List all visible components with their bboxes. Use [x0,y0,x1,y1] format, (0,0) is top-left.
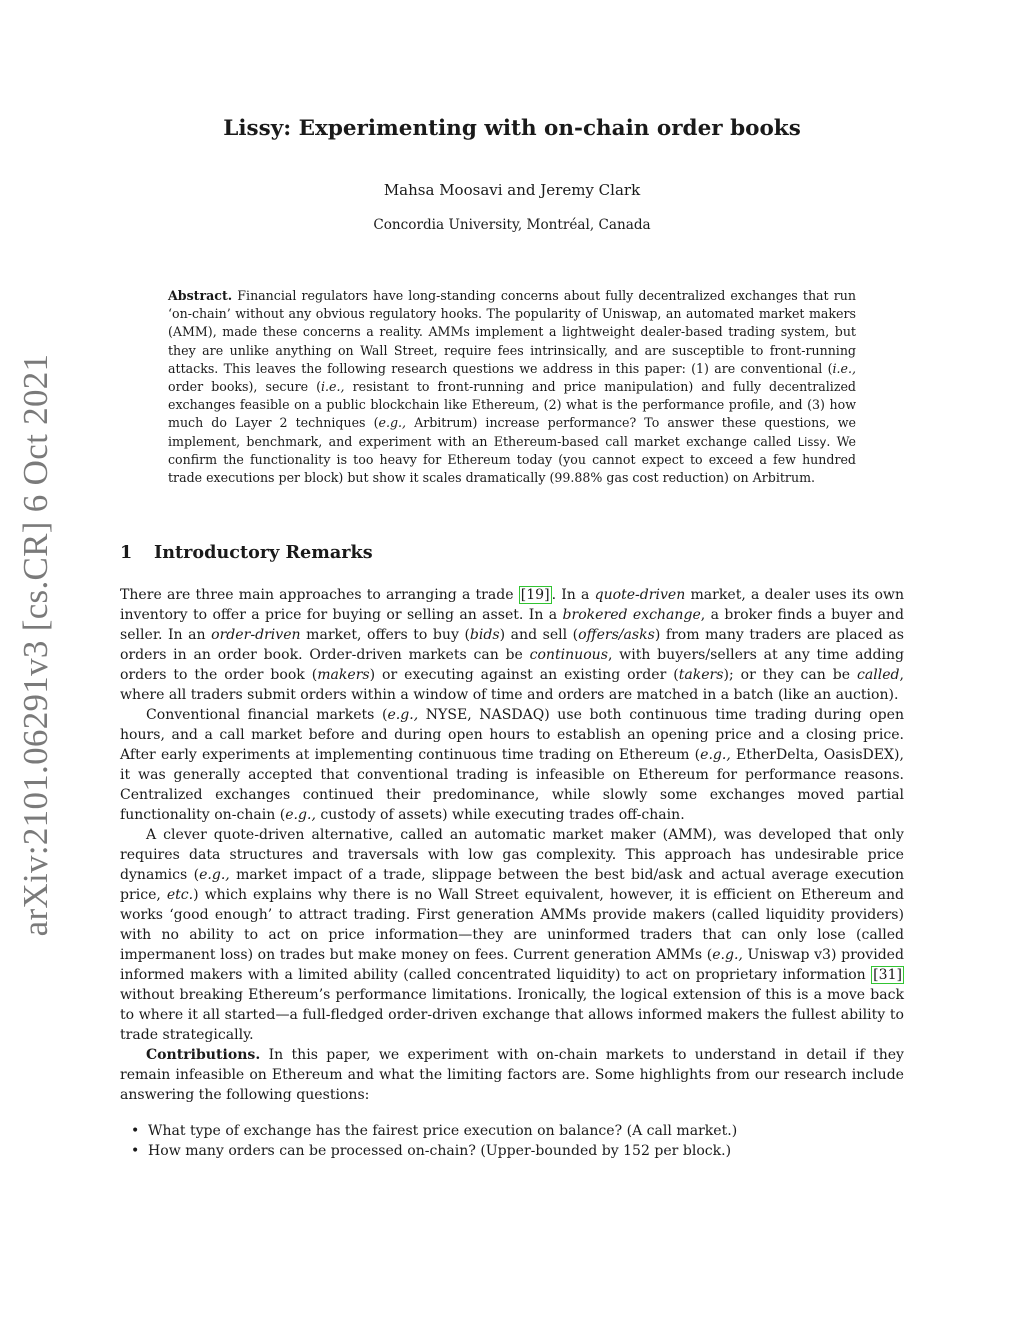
term-takers: takers [678,667,724,683]
abstract-text: resistant to front-running and price manipulation) and fully decentralized exchanges feasible on a public blockchain like Ethereum, (2) what is the performance profile, and (3) how much do Layer 2 techniques ( [168,379,856,431]
abstract-text: . We confirm the functionality is too heavy for Ethereum today (you cannot expect to exceed a few hundred trade executions per block) but show it scales dramatically (99.88% gas cost reduction) on Arbitrum. [168,433,856,486]
text-run: market, offers to buy ( [300,627,470,643]
abbrev-eg: e.g., [199,867,230,883]
abbrev-eg: e.g., [285,807,316,823]
paragraph-approaches [120,585,904,705]
affiliation: Concordia University, Montréal, Canada [373,217,651,233]
section-number: 1 [120,542,133,563]
abstract-block [168,287,856,487]
text-run: A clever quote-driven alternative, called an automatic market maker (AMM), was developed that only requires data structures and traversals with low gas complexity. This approach has undesirable price dynamics ( [120,827,904,883]
text-run: market impact of a trade, slippage between the best bid/ask and actual average execution price, [120,867,904,903]
paper-title: Lissy: Experimenting with on-chain order books [223,116,801,141]
text-run: EtherDelta, OasisDEX), it was generally accepted that conventional trading is infeasible on Ethereum for performance reasons. Centralized exchanges continued their predominance, while slowly some exchanges moved partial functionality on-chain ( [120,747,905,823]
list-item-text: How many orders can be processed on-chain? (Upper-bounded by 152 per block.) [148,1143,732,1159]
paragraph-contributions [120,1045,904,1105]
term-quote-driven: quote-driven [594,587,686,603]
abstract-ie-2: i.e., [321,379,345,395]
text-run: without breaking Ethereum’s performance limitations. Ironically, the logical extension of this is a move back to where it all started—a full-fledged order-driven exchange that allows informed makers the fullest ability to trade strategically. [120,987,904,1043]
arxiv-identifier-stamp: arXiv:2101.06291v3 [cs.CR] 6 Oct 2021 [16,353,55,937]
bullet-icon: • [131,1123,140,1139]
term-makers: makers [317,667,370,683]
text-run: ) or executing against an existing order ( [369,667,679,683]
term-brokered-exchange: brokered exchange [562,607,701,623]
list-item-text: What type of exchange has the fairest price execution on balance? (A call market.) [148,1123,738,1139]
section-heading [120,541,904,565]
citation-link-31[interactable]: [31] [873,967,902,983]
text-run: ) which explains why there is no Wall Street equivalent, however, it is efficient on Ethereum and works ‘good enough’ to attract trading. First generation AMMs provide makers (called liquidity providers) with no ability to act on price information—they are uninformed traders that can only lose (called impermanent loss) on trades but make money on fees. Current generation AMMs ( [120,887,904,963]
section-title: Introductory Remarks [154,542,373,563]
abbrev-etc: etc. [166,887,194,903]
abstract-text: Financial regulators have long-standing concerns about fully decentralized exchanges that run ‘on-chain’ without any obvious regulatory hooks. The popularity of Uniswap, an automated market makers (AMM), made these concerns a reality. AMMs implement a lightweight dealer-based trading system, but they are unlike anything on Wall Street, require fees intrinsically, and are susceptible to front-running attacks. This leaves the following research questions we address in this paper: (1) are conventional ( [168,288,856,376]
lissy-name: Lissy [797,434,827,449]
list-item [120,1121,904,1141]
body-text [120,585,904,1161]
term-bids: bids [469,627,500,643]
research-questions-list [120,1121,904,1161]
text-run: ) and sell ( [499,627,579,643]
text-run: ); or they can be [723,667,857,683]
abstract-ie-1: i.e., [832,360,856,376]
text-run: In this paper, we experiment with on-chain markets to understand in detail if they remain infeasible on Ethereum and what the limiting factors are. Some highlights from our research include answering the following questions: [120,1047,904,1103]
abstract-label: Abstract. [168,288,233,303]
text-run: NYSE, NASDAQ) use both continuous time trading during open hours, and a call market before and during open hours to establish an opening price and a closing price. After early experiments at implementing continuous time trading on Ethereum ( [120,707,904,763]
author-list: Mahsa Moosavi and Jeremy Clark [383,181,641,199]
term-order-driven: order-driven [211,627,301,643]
contributions-heading: Contributions. [146,1047,261,1063]
abbrev-eg: e.g., [700,747,731,763]
abbrev-eg: e.g., [712,947,743,963]
text-run: Uniswap v3) provided informed makers with a limited ability (called concentrated liquidity) to act on proprietary information [120,947,904,983]
text-run: , where all traders submit orders within a window of time and orders are matched in a batch (like an auction). [120,667,905,703]
term-called: called [857,667,900,683]
abbrev-eg: e.g., [387,707,419,723]
text-run: custody of assets) while executing trades off-chain. [315,807,685,823]
citation-link-19[interactable]: [19] [520,587,550,603]
list-item [120,1141,904,1161]
bullet-icon: • [131,1143,140,1159]
abstract-eg-1: e.g., [378,415,407,431]
text-run: , a broker finds a buyer and seller. In an [120,607,904,643]
abstract-text: Arbitrum) increase performance? To answer these questions, we implement, benchmark, and experiment with an Ethereum-based call market exchange called [168,415,856,449]
text-run: ) from many traders are placed as orders in an order book. Order-driven markets can be [120,627,904,663]
text-run: . In a [551,587,595,603]
abstract-text: order books), secure ( [168,379,322,395]
text-run: , with buyers/sellers at any time adding orders to the order book ( [120,647,904,683]
paragraph-amm [120,825,904,1045]
text-run: Conventional financial markets ( [146,707,388,723]
term-offers-asks: offers/asks [578,627,655,643]
term-continuous: continuous [529,647,608,663]
text-run: market, a dealer uses its own inventory to offer a price for buying or selling an asset. In a [120,587,904,623]
text-run: There are three main approaches to arranging a trade [120,587,519,603]
paragraph-conventional-markets [120,705,904,825]
